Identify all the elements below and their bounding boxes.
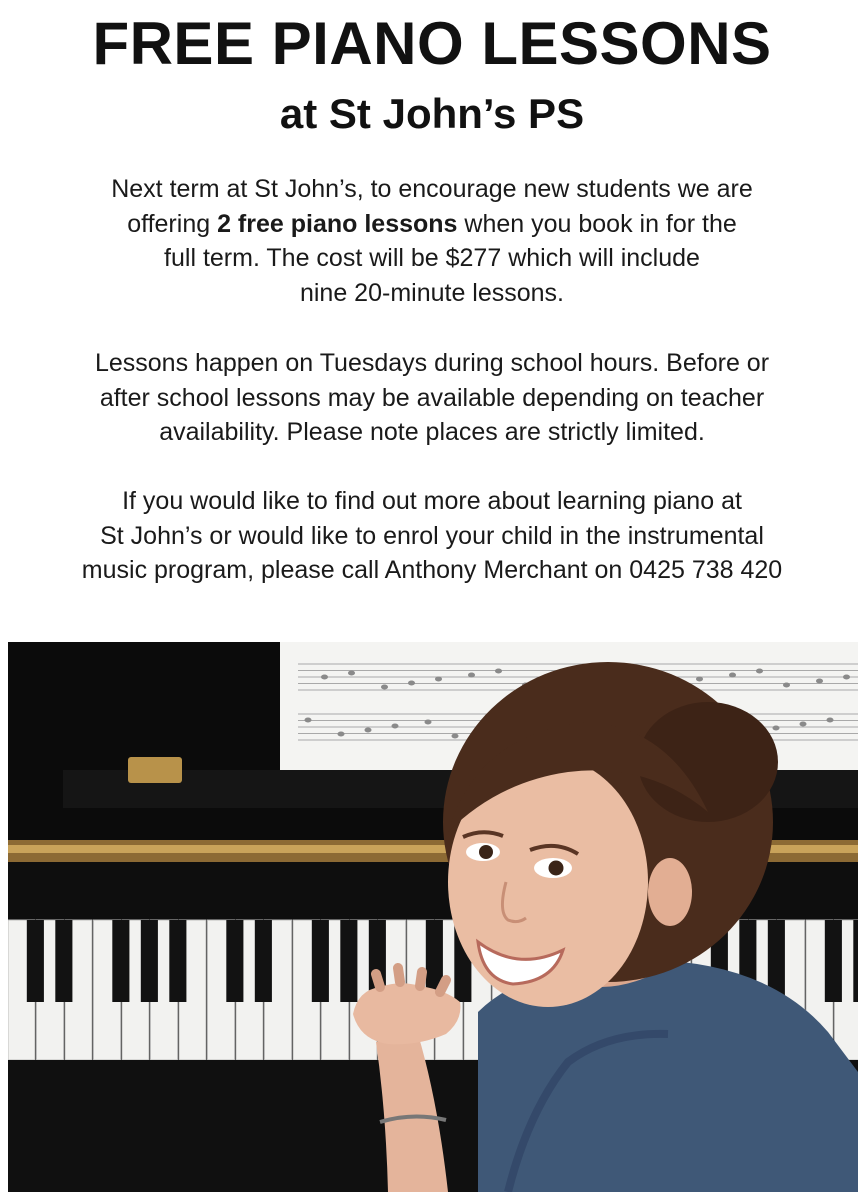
black-key [255,920,272,1002]
music-note [381,685,388,690]
schedule-line-2: after school lessons may be available depending on teacher [99,383,765,412]
music-note [816,679,823,684]
music-note [338,732,345,737]
black-key [112,920,129,1002]
black-key [55,920,72,1002]
music-note [348,671,355,676]
music-note [392,724,399,729]
music-note [756,669,763,674]
music-note [696,677,703,682]
music-note [468,673,475,678]
black-key [340,920,357,1002]
music-note [495,669,502,674]
music-note [843,675,850,680]
offer-line-2-end: when you book in for the [457,209,737,238]
contact-line-3: music program, please call Anthony Merchant on 0425 738 420 [81,556,783,584]
contact-line-2: St John’s or would like to enrol your child in the instrumental [100,521,764,550]
music-note [321,675,328,680]
music-note [425,720,432,725]
offer-paragraph [0,172,864,310]
music-note [305,718,312,723]
music-note [408,681,415,686]
music-note [800,722,807,727]
flyer-title: FREE PIANO LESSONS [92,10,772,77]
black-key [825,920,842,1002]
offer-line-3: full term. The cost will be $277 which will include [164,244,700,272]
contact-paragraph [0,484,864,588]
music-note [783,683,790,688]
black-key [141,920,158,1002]
ear [648,858,692,926]
black-key [27,920,44,1002]
offer-highlight: 2 free piano lessons [217,209,458,238]
piano-illustration [8,642,858,1192]
music-note [435,677,442,682]
schedule-line-1: Lessons happen on Tuesdays during school hours. Before or [94,349,770,377]
music-note [729,673,736,678]
black-key [169,920,186,1002]
contact-line-1: If you would like to find out more about learning piano at [122,487,742,515]
girl-at-piano-photo [8,642,858,1192]
music-note [827,718,834,723]
music-note [365,728,372,733]
black-key [226,920,243,1002]
music-note [773,726,780,731]
black-key [853,920,858,1002]
brass-hinge [128,757,182,783]
schedule-paragraph [0,346,864,450]
black-key [312,920,329,1002]
offer-line-2 [0,207,864,242]
offer-line-1: Next term at St John’s, to encourage new students we are [111,175,753,203]
music-note [452,734,459,739]
schedule-line-3: availability. Please note places are strictly limited. [159,418,705,446]
offer-line-4: nine 20-minute lessons. [299,278,565,307]
offer-line-2-start: offering [127,209,218,238]
flyer-subtitle: at St John’s PS [279,90,585,137]
